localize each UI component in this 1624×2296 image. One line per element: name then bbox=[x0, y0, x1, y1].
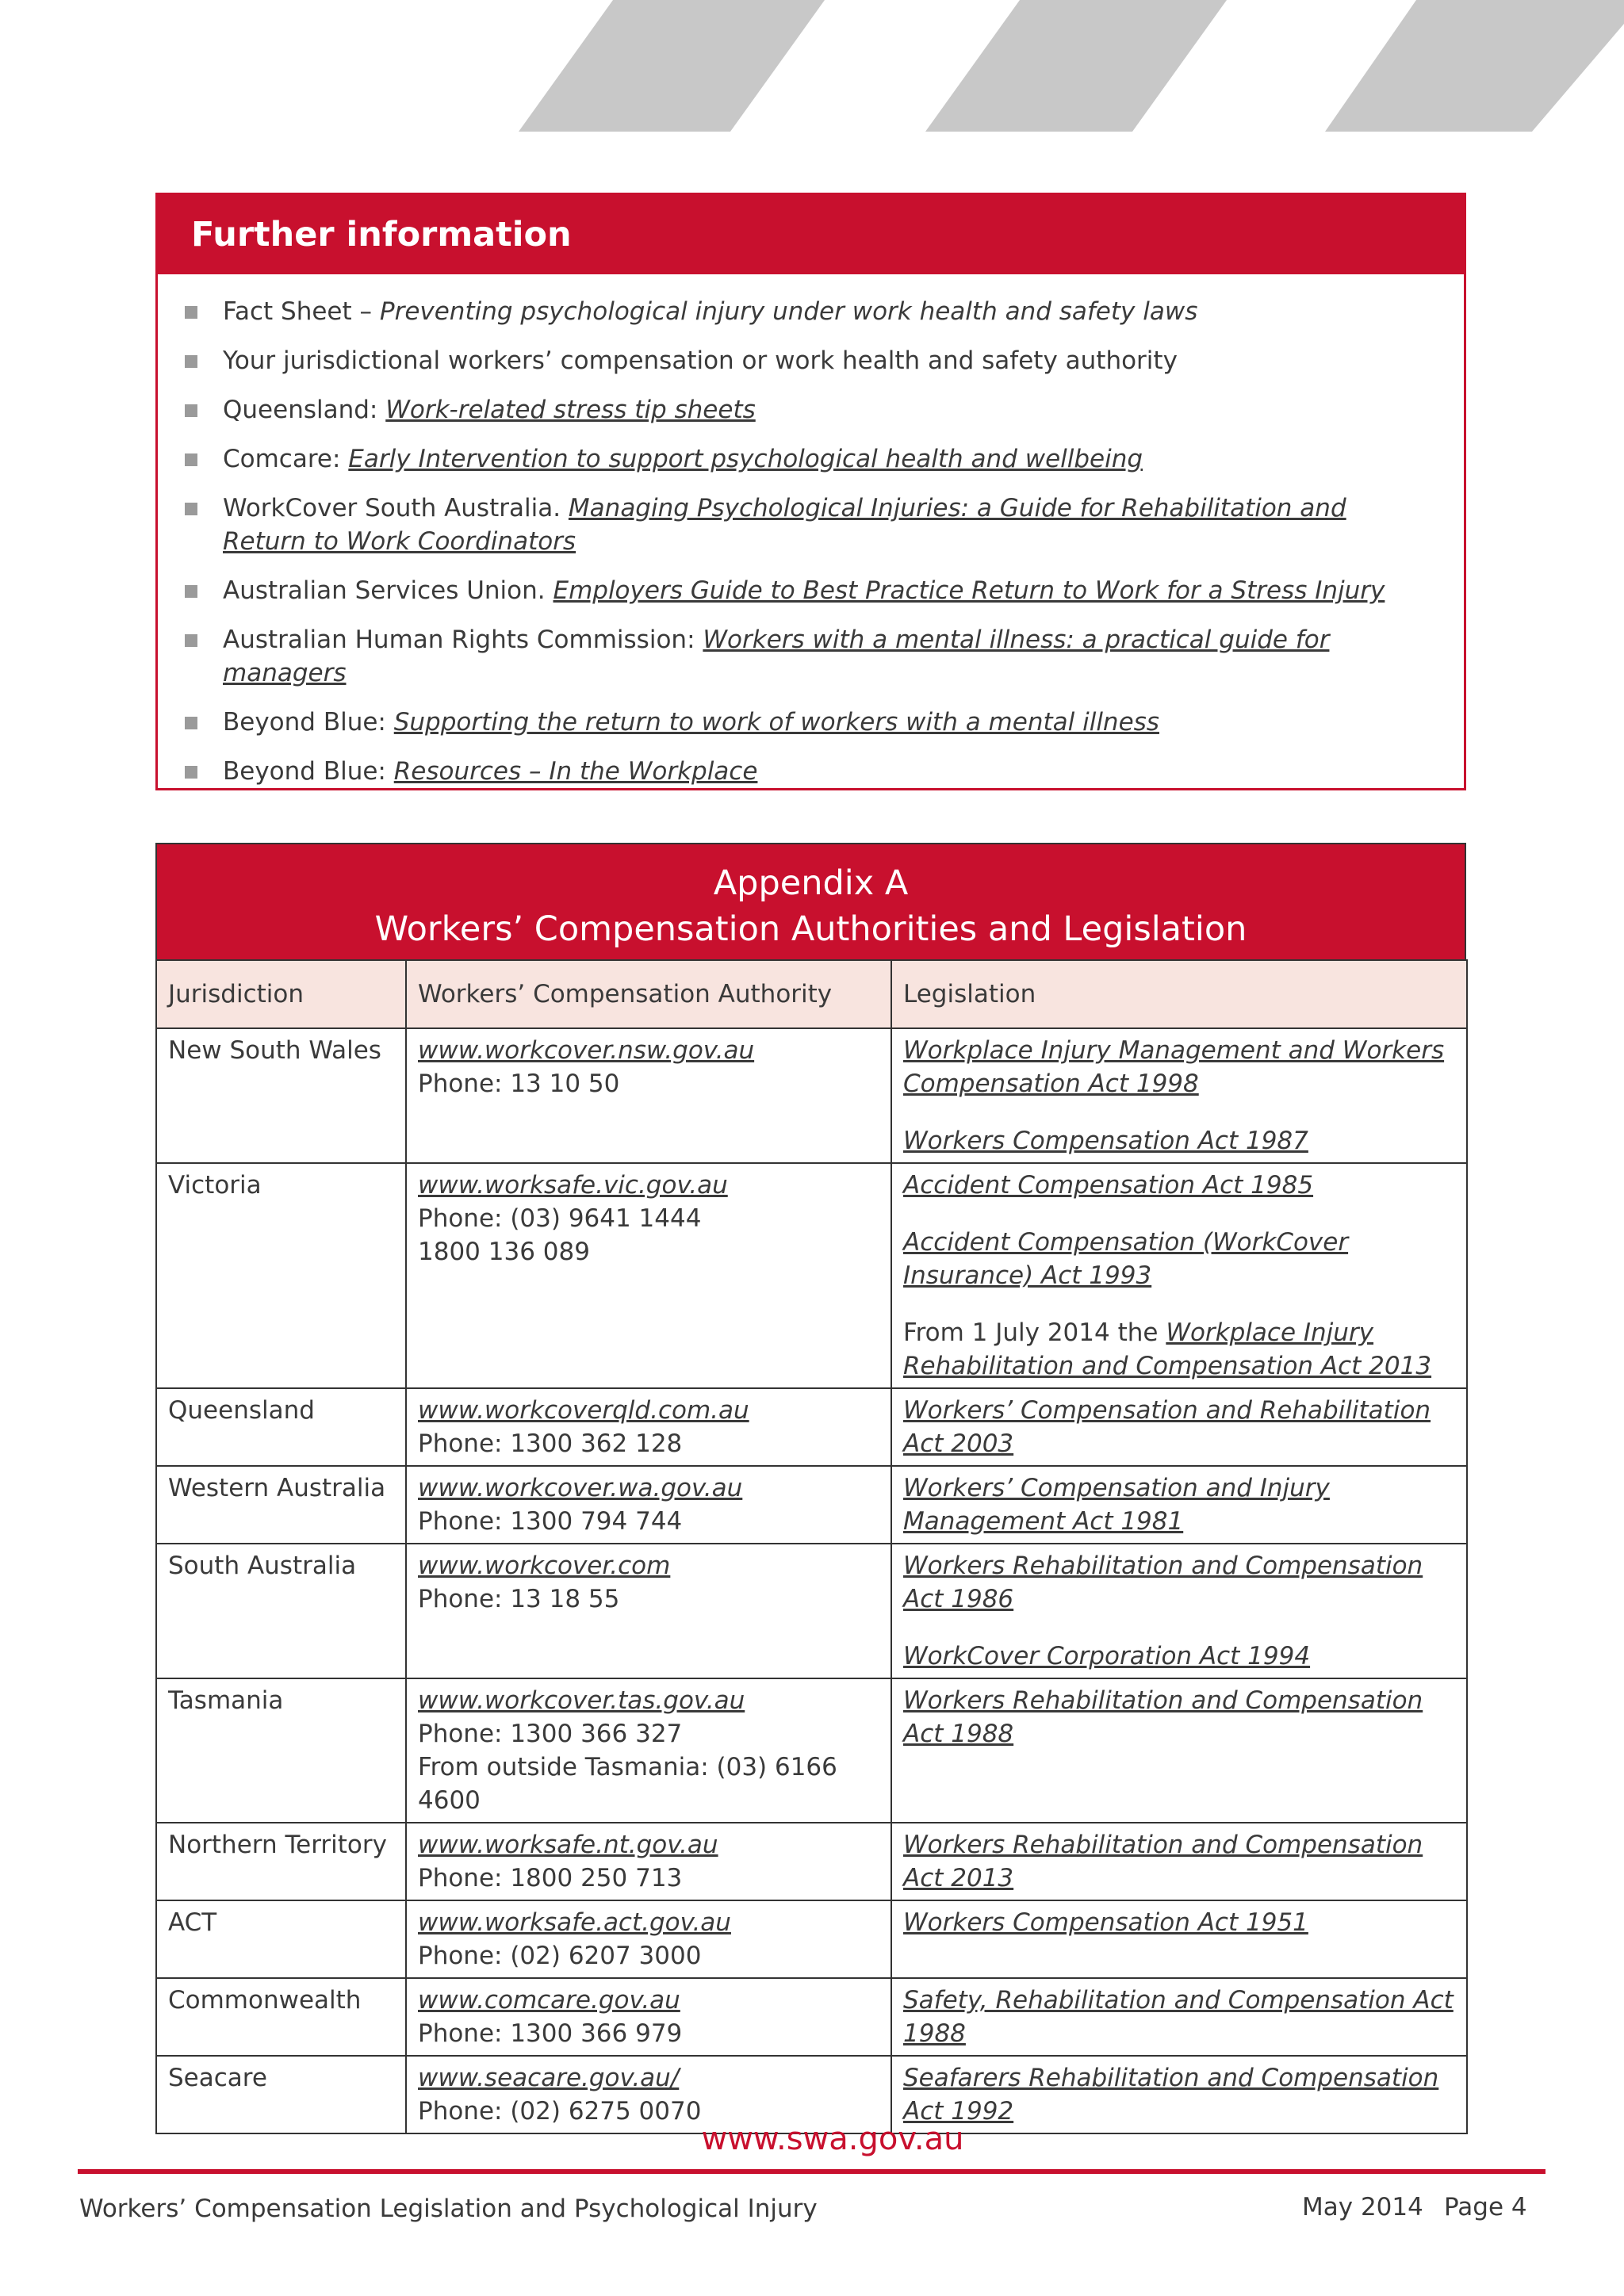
appendix-a bbox=[155, 843, 1466, 2134]
authority-website-link[interactable]: www.worksafe.vic.gov.au bbox=[418, 1171, 728, 1200]
authority-cell bbox=[406, 1466, 891, 1544]
authority-cell bbox=[406, 1823, 891, 1900]
resource-link[interactable]: Employers Guide to Best Practice Return to Work for a Stress Injury bbox=[553, 576, 1385, 605]
column-header-legislation: Legislation bbox=[891, 960, 1467, 1028]
resource-link[interactable]: Resources – In the Workplace bbox=[393, 757, 758, 786]
square-bullet-icon bbox=[185, 306, 197, 319]
legislation-entry bbox=[903, 1828, 1455, 1895]
stripe-3 bbox=[1325, 0, 1624, 132]
square-bullet-icon bbox=[185, 585, 197, 598]
footer-document-title: Workers’ Compensation Legislation and Psychological Injury bbox=[79, 2195, 818, 2223]
item-source: Beyond Blue: bbox=[223, 708, 394, 737]
square-bullet-icon bbox=[185, 404, 197, 417]
resource-link[interactable]: Managing Psychological Injuries: a Guide for Rehabilitation and Return to Work Coordinators bbox=[223, 494, 1346, 556]
authority-phone: Phone: 13 10 50 bbox=[418, 1070, 620, 1098]
jurisdiction-cell: New South Wales bbox=[156, 1028, 406, 1163]
list-item bbox=[185, 623, 1432, 690]
legislation-entry bbox=[903, 1471, 1455, 1538]
square-bullet-icon bbox=[185, 453, 197, 466]
legislation-link[interactable]: WorkCover Corporation Act 1994 bbox=[903, 1642, 1311, 1670]
authority-cell bbox=[406, 1978, 891, 2056]
paragraph-gap bbox=[903, 1292, 1455, 1316]
legislation-entry bbox=[903, 1684, 1455, 1751]
legislation-link[interactable]: Workers Rehabilitation and Compensation Act 2013 bbox=[903, 1831, 1423, 1892]
authority-cell bbox=[406, 1163, 891, 1388]
legislation-link[interactable]: Accident Compensation (WorkCover Insurance) Act 1993 bbox=[903, 1228, 1349, 1290]
list-item bbox=[185, 344, 1432, 377]
table-row bbox=[156, 1388, 1467, 1466]
appendix-subtitle: Workers’ Compensation Authorities and Legislation bbox=[374, 909, 1247, 949]
authority-phone: Phone: 1300 366 327 bbox=[418, 1720, 683, 1748]
item-source: Your jurisdictional workers’ compensation or work health and safety authority bbox=[223, 346, 1178, 375]
list-item bbox=[185, 393, 1432, 427]
resource-link[interactable]: Work-related stress tip sheets bbox=[385, 396, 756, 424]
item-source: WorkCover South Australia. bbox=[223, 494, 569, 522]
authority-phone: Phone: (02) 6275 0070 bbox=[418, 2097, 702, 2126]
item-source: Fact Sheet – bbox=[223, 297, 380, 326]
table-row bbox=[156, 1028, 1467, 1163]
square-bullet-icon bbox=[185, 355, 197, 368]
item-source: Beyond Blue: bbox=[223, 757, 394, 786]
legislation-link[interactable]: Safety, Rehabilitation and Compensation Act 1988 bbox=[903, 1986, 1454, 2048]
item-source: Comcare: bbox=[223, 445, 349, 473]
legislation-link[interactable]: Accident Compensation Act 1985 bbox=[903, 1171, 1314, 1200]
appendix-title: Appendix A bbox=[713, 863, 909, 903]
table-row bbox=[156, 1466, 1467, 1544]
item-source: Australian Services Union. bbox=[223, 576, 553, 605]
paragraph-gap bbox=[903, 1100, 1455, 1124]
appendix-header bbox=[155, 843, 1466, 959]
authority-phone: Phone: (03) 9641 1444 bbox=[418, 1204, 702, 1233]
legislation-entry bbox=[903, 1316, 1455, 1383]
jurisdiction-cell: Western Australia bbox=[156, 1466, 406, 1544]
legislation-entry bbox=[903, 1549, 1455, 1616]
item-source: Australian Human Rights Commission: bbox=[223, 626, 703, 654]
authority-cell bbox=[406, 1544, 891, 1678]
authority-phone: Phone: 1300 362 128 bbox=[418, 1429, 683, 1458]
authority-cell bbox=[406, 1678, 891, 1823]
stripe-2 bbox=[925, 0, 1227, 132]
authority-phone: Phone: 1300 366 979 bbox=[418, 2019, 683, 2048]
authority-phone: Phone: 1800 250 713 bbox=[418, 1864, 683, 1892]
legislation-entry bbox=[903, 1640, 1455, 1673]
paragraph-gap bbox=[903, 1202, 1455, 1226]
legislation-entry bbox=[903, 1124, 1455, 1158]
jurisdiction-cell: Northern Territory bbox=[156, 1823, 406, 1900]
table-row bbox=[156, 1900, 1467, 1978]
legislation-entry bbox=[903, 1394, 1455, 1460]
table-row bbox=[156, 1163, 1467, 1388]
legislation-cell bbox=[891, 1163, 1467, 1388]
jurisdiction-cell: Commonwealth bbox=[156, 1978, 406, 2056]
jurisdiction-cell: Seacare bbox=[156, 2056, 406, 2133]
legislation-cell bbox=[891, 1823, 1467, 1900]
list-item bbox=[185, 442, 1432, 476]
legislation-entry bbox=[903, 2061, 1455, 2128]
authority-website-link[interactable]: www.workcover.nsw.gov.au bbox=[418, 1036, 755, 1065]
legislation-link[interactable]: Seafarers Rehabilitation and Compensation Act 1992 bbox=[903, 2064, 1439, 2126]
resource-link[interactable]: Early Intervention to support psychological health and wellbeing bbox=[348, 445, 1143, 473]
jurisdiction-cell: Tasmania bbox=[156, 1678, 406, 1823]
list-item bbox=[185, 706, 1432, 739]
authority-website-link[interactable]: www.workcover.wa.gov.au bbox=[418, 1474, 743, 1502]
footer-divider bbox=[78, 2169, 1545, 2174]
authority-website-link[interactable]: www.worksafe.nt.gov.au bbox=[418, 1831, 718, 1859]
table-header-row bbox=[156, 960, 1467, 1028]
resource-title: Preventing psychological injury under work health and safety laws bbox=[379, 297, 1198, 326]
authority-phone: Phone: 1300 794 744 bbox=[418, 1507, 683, 1536]
footer-website-link[interactable]: www.swa.gov.au bbox=[701, 2121, 964, 2157]
item-source: Queensland: bbox=[223, 396, 386, 424]
table-row bbox=[156, 1823, 1467, 1900]
legislation-entry bbox=[903, 1226, 1455, 1292]
table-row bbox=[156, 1978, 1467, 2056]
legislation-link[interactable]: Workers’ Compensation and Injury Management Act 1981 bbox=[903, 1474, 1330, 1536]
stripe-1 bbox=[519, 0, 825, 132]
legislation-link[interactable]: Workplace Injury Management and Workers Compensation Act 1998 bbox=[903, 1036, 1445, 1098]
jurisdiction-cell: South Australia bbox=[156, 1544, 406, 1678]
legislation-entry bbox=[903, 1034, 1455, 1100]
legislation-link[interactable]: Workers Compensation Act 1951 bbox=[903, 1908, 1308, 1937]
header-stripes-decoration bbox=[0, 0, 1624, 135]
legislation-cell bbox=[891, 1900, 1467, 1978]
column-header-jurisdiction: Jurisdiction bbox=[156, 960, 406, 1028]
square-bullet-icon bbox=[185, 503, 197, 515]
list-item bbox=[185, 295, 1432, 328]
authority-phone: Phone: (02) 6207 3000 bbox=[418, 1942, 702, 1970]
authority-cell bbox=[406, 1388, 891, 1466]
square-bullet-icon bbox=[185, 717, 197, 729]
legislation-link[interactable]: Workplace Injury Rehabilitation and Compensation Act 2013 bbox=[903, 1318, 1432, 1380]
further-information-box bbox=[155, 193, 1466, 790]
table-row bbox=[156, 1544, 1467, 1678]
legislation-link[interactable]: Workers’ Compensation and Rehabilitation Act 2003 bbox=[903, 1396, 1431, 1458]
legislation-lead-text: From 1 July 2014 the bbox=[903, 1318, 1166, 1347]
authority-website-link[interactable]: www.workcover.tas.gov.au bbox=[418, 1686, 745, 1715]
footer-page-number: Page 4 bbox=[1444, 2193, 1527, 2221]
legislation-link[interactable]: Workers Rehabilitation and Compensation Act 1988 bbox=[903, 1686, 1423, 1748]
authority-website-link[interactable]: www.seacare.gov.au/ bbox=[418, 2064, 680, 2092]
legislation-link[interactable]: Workers Rehabilitation and Compensation Act 1986 bbox=[903, 1552, 1423, 1613]
authority-phone: 1800 136 089 bbox=[418, 1238, 590, 1266]
jurisdiction-cell: Queensland bbox=[156, 1388, 406, 1466]
legislation-cell bbox=[891, 1678, 1467, 1823]
authorities-table bbox=[155, 959, 1468, 2134]
authority-website-link[interactable]: www.workcover.com bbox=[418, 1552, 671, 1580]
jurisdiction-cell: Victoria bbox=[156, 1163, 406, 1388]
square-bullet-icon bbox=[185, 634, 197, 647]
further-information-title: Further information bbox=[158, 195, 1464, 274]
resource-link[interactable]: Supporting the return to work of workers with a mental illness bbox=[393, 708, 1159, 737]
legislation-entry bbox=[903, 1984, 1455, 2050]
legislation-cell bbox=[891, 1028, 1467, 1163]
authority-cell bbox=[406, 1028, 891, 1163]
paragraph-gap bbox=[903, 1616, 1455, 1640]
resource-link[interactable]: Workers with a mental illness: a practical guide for managers bbox=[223, 626, 1330, 687]
authority-website-link[interactable]: www.worksafe.act.gov.au bbox=[418, 1908, 731, 1937]
legislation-entry bbox=[903, 1169, 1455, 1202]
legislation-cell bbox=[891, 1978, 1467, 2056]
legislation-link[interactable]: Workers Compensation Act 1987 bbox=[903, 1127, 1308, 1155]
table-row bbox=[156, 1678, 1467, 1823]
further-information-list bbox=[158, 274, 1464, 788]
authority-phone: Phone: 13 18 55 bbox=[418, 1585, 620, 1613]
legislation-cell bbox=[891, 1466, 1467, 1544]
list-item bbox=[185, 492, 1432, 558]
list-item bbox=[185, 755, 1432, 788]
footer-date: May 2014 bbox=[1302, 2193, 1423, 2221]
column-header-authority: Workers’ Compensation Authority bbox=[406, 960, 891, 1028]
authority-website-link[interactable]: www.comcare.gov.au bbox=[418, 1986, 680, 2015]
legislation-cell bbox=[891, 1544, 1467, 1678]
list-item bbox=[185, 574, 1432, 607]
legislation-cell bbox=[891, 1388, 1467, 1466]
authority-cell bbox=[406, 1900, 891, 1978]
authority-phone: From outside Tasmania: (03) 6166 4600 bbox=[418, 1753, 837, 1815]
legislation-entry bbox=[903, 1906, 1455, 1939]
jurisdiction-cell: ACT bbox=[156, 1900, 406, 1978]
square-bullet-icon bbox=[185, 766, 197, 779]
authority-website-link[interactable]: www.workcoverqld.com.au bbox=[418, 1396, 749, 1425]
